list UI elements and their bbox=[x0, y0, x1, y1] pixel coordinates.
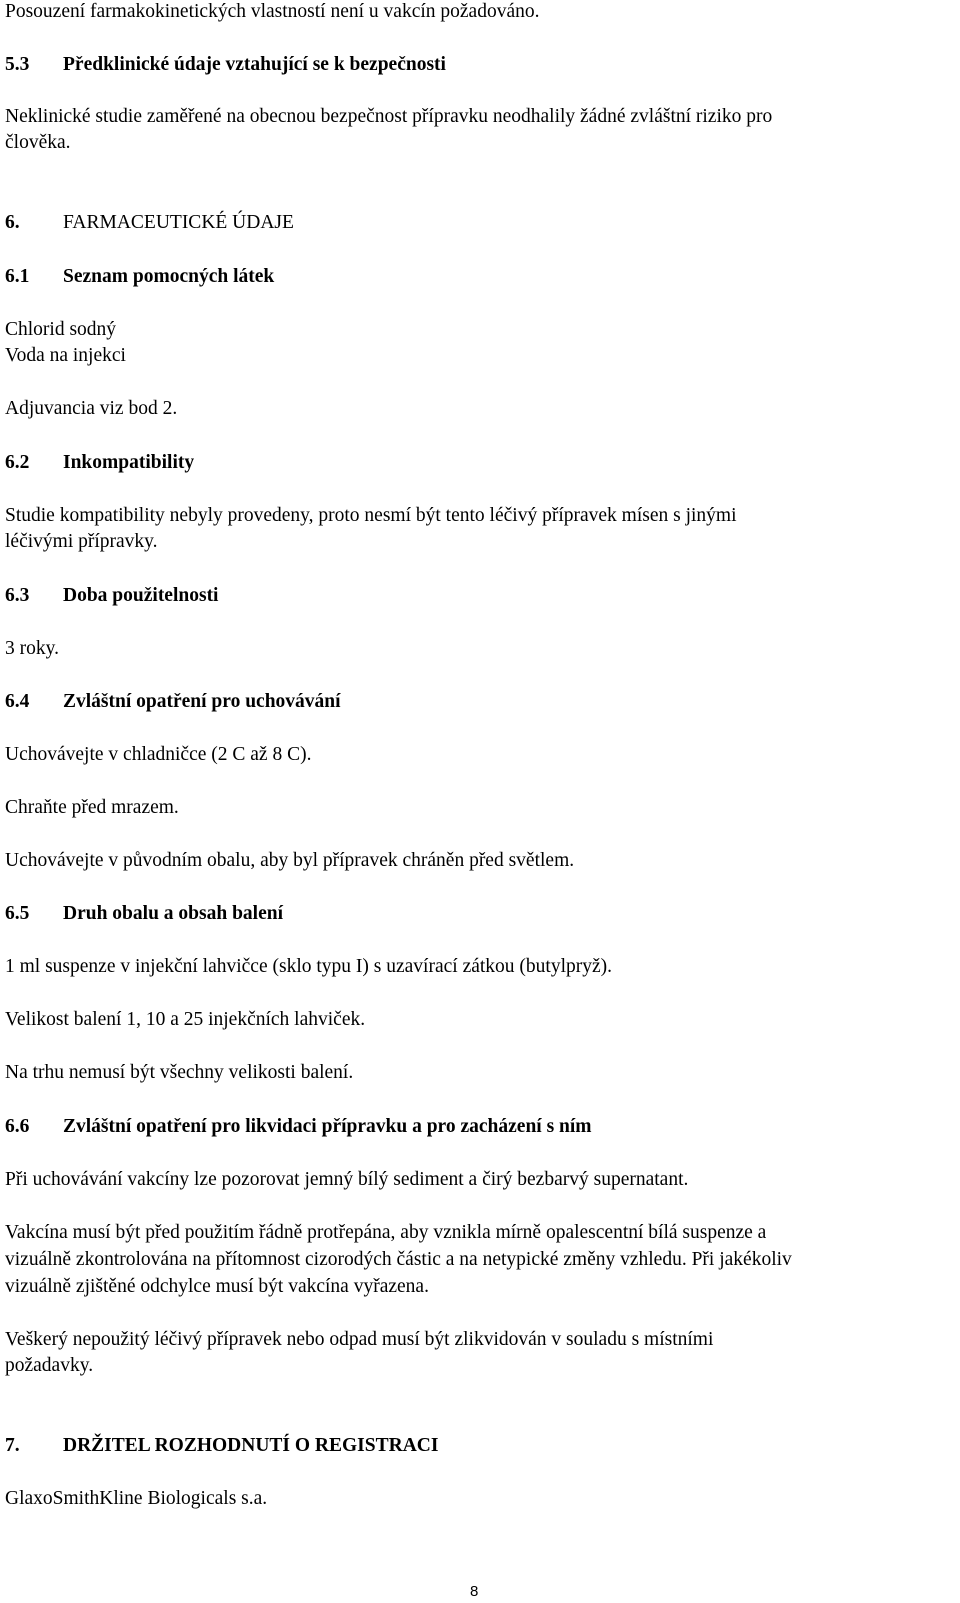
section-6-3-number: 6.3 bbox=[5, 585, 30, 606]
excipient-item: Chlorid sodný bbox=[5, 319, 117, 340]
section-6-2-text-line-2: léčivými přípravky. bbox=[5, 531, 158, 552]
section-6-6-text-line-2: Vakcína musí být před použitím řádně protřepána, aby vznikla mírně opalescentní bílá suspenze a bbox=[5, 1222, 767, 1243]
section-7-number: 7. bbox=[5, 1435, 20, 1456]
intro-line: Posouzení farmakokinetických vlastností není u vakcín požadováno. bbox=[5, 1, 540, 22]
section-6-4-heading: Zvláštní opatření pro uchovávání bbox=[63, 691, 341, 712]
section-5-3-number: 5.3 bbox=[5, 54, 30, 75]
section-6-3-heading: Doba použitelnosti bbox=[63, 585, 219, 606]
section-5-3-heading: Předklinické údaje vztahující se k bezpečnosti bbox=[63, 54, 446, 75]
section-6-6-text-line-1: Při uchovávání vakcíny lze pozorovat jemný bílý sediment a čirý bezbarvý supernatant. bbox=[5, 1169, 689, 1190]
section-6-6-heading: Zvláštní opatření pro likvidaci přípravku a pro zacházení s ním bbox=[63, 1116, 592, 1137]
storage-instruction: Uchovávejte v chladničce (2 C až 8 C). bbox=[5, 744, 312, 765]
section-6-3-text: 3 roky. bbox=[5, 638, 59, 659]
section-6-6-text-line-3: vizuálně zkontrolována na přítomnost cizorodých částic a na netypické změny vzhledu. Při jakékoliv bbox=[5, 1249, 792, 1270]
storage-instruction: Uchovávejte v původním obalu, aby byl přípravek chráněn před světlem. bbox=[5, 850, 575, 871]
section-6-6-text-line-4: vizuálně zjištěné odchylce musí být vakcína vyřazena. bbox=[5, 1276, 429, 1297]
section-6-1-number: 6.1 bbox=[5, 266, 30, 287]
section-6-heading: FARMACEUTICKÉ ÚDAJE bbox=[63, 212, 294, 233]
section-5-3-text-line-1: Neklinické studie zaměřené na obecnou bezpečnost přípravku neodhalily žádné zvláštní riziko pro bbox=[5, 106, 773, 127]
section-6-2-heading: Inkompatibility bbox=[63, 452, 195, 473]
section-6-2-number: 6.2 bbox=[5, 452, 30, 473]
section-6-6-number: 6.6 bbox=[5, 1116, 30, 1137]
section-6-5-number: 6.5 bbox=[5, 903, 30, 924]
container-description: 1 ml suspenze v injekční lahvičce (sklo typu I) s uzavírací zátkou (butylpryž). bbox=[5, 956, 613, 977]
marketing-note: Na trhu nemusí být všechny velikosti balení. bbox=[5, 1062, 354, 1083]
section-5-3-text-line-2: člověka. bbox=[5, 132, 71, 153]
marketing-authorisation-holder: GlaxoSmithKline Biologicals s.a. bbox=[5, 1488, 268, 1509]
section-6-number: 6. bbox=[5, 212, 20, 233]
excipient-item: Voda na injekci bbox=[5, 345, 126, 366]
section-6-4-number: 6.4 bbox=[5, 691, 30, 712]
section-6-1-heading: Seznam pomocných látek bbox=[63, 266, 275, 287]
storage-instruction: Chraňte před mrazem. bbox=[5, 797, 179, 818]
section-6-5-heading: Druh obalu a obsah balení bbox=[63, 903, 283, 924]
excipient-item: Adjuvancia viz bod 2. bbox=[5, 398, 178, 419]
page-number: 8 bbox=[470, 1583, 479, 1600]
section-6-6-text-line-6: požadavky. bbox=[5, 1355, 94, 1376]
section-6-2-text-line-1: Studie kompatibility nebyly provedeny, proto nesmí být tento léčivý přípravek mísen s jinými bbox=[5, 505, 737, 526]
section-7-heading: DRŽITEL ROZHODNUTÍ O REGISTRACI bbox=[63, 1435, 439, 1456]
pack-sizes: Velikost balení 1, 10 a 25 injekčních lahviček. bbox=[5, 1009, 366, 1030]
section-6-6-text-line-5: Veškerý nepoužitý léčivý přípravek nebo odpad musí být zlikvidován v souladu s místními bbox=[5, 1329, 714, 1350]
